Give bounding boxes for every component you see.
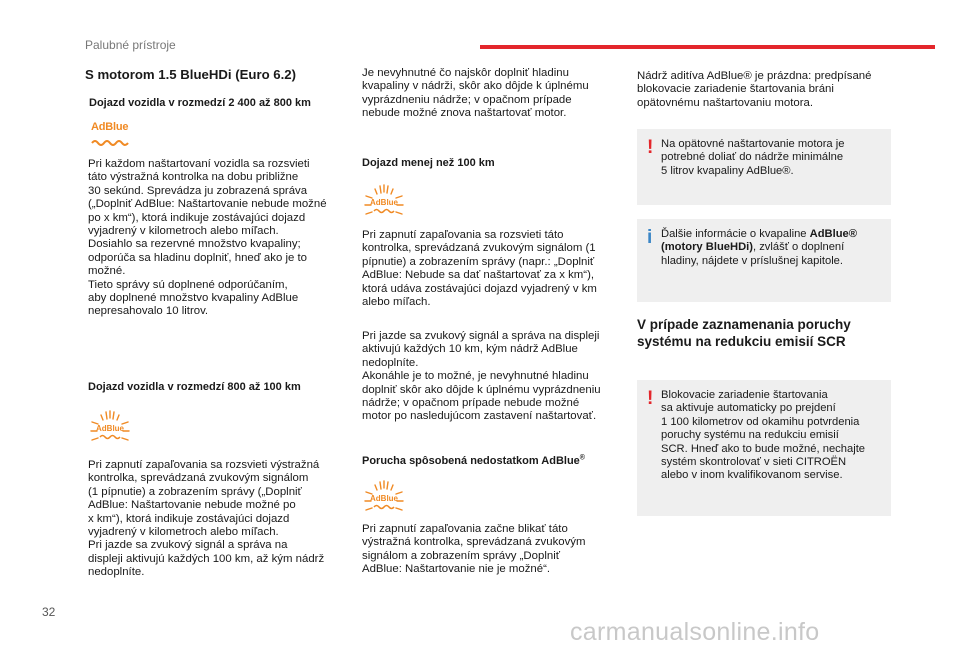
adblue-icon <box>91 121 131 151</box>
column-1 <box>85 67 350 83</box>
note-text: Blokovacie zariadenie štartovania sa aktivuje automaticky po prejdení 1 100 kilometrov od okamihu potvrdenia poruchy systému na redukciu emisií SCR. Hneď ako to bude možné, nechajte systém skontrolovať v sieti CITROËN alebo v inom kvalifikovanom servise. <box>661 389 866 482</box>
section-heading-under-100: Dojazd menej než 100 km <box>362 157 495 169</box>
adblue-icon-label: AdBlue <box>91 121 129 133</box>
section-heading-adblue-fault <box>362 455 627 468</box>
note-text-post: , zvlášť o doplnení hladiny, nájdete v príslušnej kapitole. <box>661 241 845 267</box>
info-note-adblue <box>637 219 891 302</box>
note-text: Na opätovné naštartovanie motora je potrebné doliať do nádrže minimálne 5 litrov kvapaliny AdBlue®. <box>661 138 845 177</box>
section-heading-scr-fault: V prípade zaznamenania poruchy systému na redukciu emisií SCR <box>637 317 851 349</box>
page-heading: S motorom 1.5 BlueHDi (Euro 6.2) <box>85 67 297 82</box>
section-heading-2400-800: Dojazd vozidla v rozmedzí 2 400 až 800 km <box>89 97 311 109</box>
section-text-800-100 <box>88 459 353 580</box>
section-text-under-100-continued <box>362 330 627 424</box>
section-text-adblue-fault <box>362 523 627 577</box>
svg-text:AdBlue: AdBlue <box>370 198 398 207</box>
adblue-warning-icon <box>361 183 407 223</box>
page-number: 32 <box>42 605 56 619</box>
adblue-warning-icon <box>87 409 133 449</box>
paragraph: Pri zapnutí zapaľovania sa rozsvieti táto kontrolka, sprevádzaná zvukovým signálom (1 pípnutie) a zobrazením správy (napr.: „Doplniť AdBlue: Nebude sa dať naštartovať za x km“), ktorá udáva zostávajúci dojazd vyjadrený v km alebo míľach. <box>362 229 597 309</box>
warning-icon: ! <box>647 137 654 158</box>
svg-text:AdBlue: AdBlue <box>96 424 124 433</box>
svg-text:AdBlue: AdBlue <box>370 494 398 503</box>
column-2 <box>362 67 627 121</box>
paragraph: Pri jazde sa zvukový signál a správa na displeji aktivujú každých 10 km, kým nádrž AdBlue nedoplníte. Akonáhle je to možné, je nevyhnutné hladinu doplniť skôr ako dôjde k úplnému vyprázdneniu nádrže; v opačnom prípade nebude možné motor po nasledujúcom zastavení naštartovať. <box>362 330 601 423</box>
note-text-bold: AdBlue® (motory BlueHDi) <box>661 228 858 254</box>
paragraph: Pri každom naštartovaní vozidla sa rozsvieti táto výstražná kontrolka na dobu približne 30 sekúnd. Sprevádza ju zobrazená správa („Doplniť AdBlue: Naštartovanie nebude možné po x km“), ktorá indikuje zostávajúci dojazd vyjadrený v kilometroch alebo míľach. Dosiahlo sa rezervné množstvo kvapaliny; odporúča sa hladinu doplniť, hneď ako je to možné. Tieto správy sú doplnené odporúčaním, aby doplnené množstvo kvapaliny AdBlue nepresahovalo 10 litrov. <box>88 158 327 318</box>
note-text-pre: Ďalšie informácie o kvapaline <box>661 228 810 240</box>
paragraph: Pri zapnutí zapaľovania sa rozsvieti výstražná kontrolka, sprevádzaná zvukovým signálom (1 pípnutie) a zobrazením správy („Doplniť AdBlue: Naštartovanie nebude možné po x km“), ktorá indikuje zostávajúci dojazd vyjadrený v kilometroch alebo míľach. Pri jazde sa zvukový signál a správa na displeji aktivujú každých 100 km, až kým nádrž nedoplníte. <box>88 459 325 579</box>
section-heading-800-100: Dojazd vozidla v rozmedzí 800 až 100 km <box>88 381 301 393</box>
paragraph: Je nevyhnutné čo najskôr doplniť hladinu kvapaliny v nádrži, skôr ako dôjde k úplnému vyprázdneniu nádrže; v opačnom prípade nebude možné znova naštartovať motor. <box>362 67 589 120</box>
warning-icon: ! <box>647 388 654 409</box>
section-title: Palubné prístroje <box>85 38 176 52</box>
section-text-2400-800 <box>88 158 353 319</box>
warning-note-scr <box>637 380 891 516</box>
adblue-flashing-icon <box>361 479 407 519</box>
warning-note-refill <box>637 129 891 205</box>
registered-mark: ® <box>579 454 585 462</box>
section-text-under-100 <box>362 229 627 309</box>
watermark: carmanualsonline.info <box>570 618 820 646</box>
paragraph: Pri zapnutí zapaľovania začne blikať táto výstražná kontrolka, sprevádzaná zvukovým signálom a zobrazením správy „Doplniť AdBlue: Naštartovanie nie je možné“. <box>362 523 586 576</box>
paragraph: Nádrž aditíva AdBlue® je prázdna: predpísané blokovacie zariadenie štartovania bráni opätovnému naštartovaniu motora. <box>637 70 872 109</box>
header-accent-bar <box>480 45 935 49</box>
heading-text: Porucha spôsobená nedostatkom AdBlue <box>362 455 580 467</box>
info-icon: i <box>647 227 653 248</box>
adblue-wave-icon <box>91 138 131 146</box>
column-3 <box>637 70 897 110</box>
